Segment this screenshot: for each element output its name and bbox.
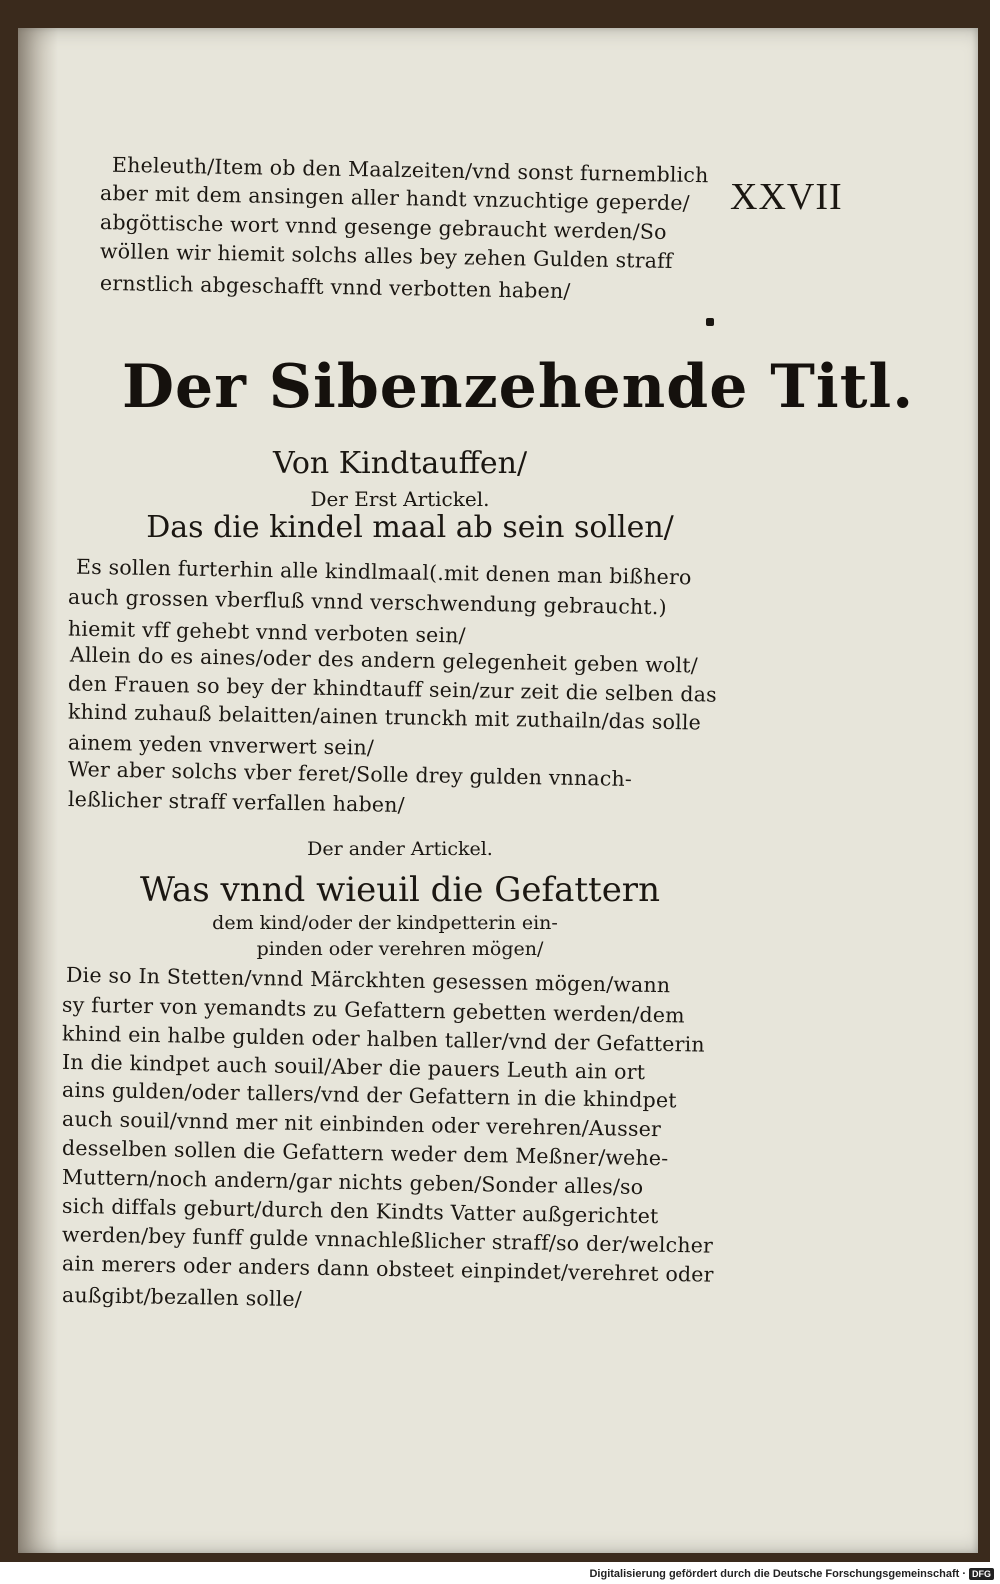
footer-text: Digitalisierung gefördert durch die Deutsche Forschungsgemeinschaft ·	[589, 1568, 966, 1580]
text-line: desselben sollen die Gefattern weder dem Meßner/wehe-	[61, 1135, 669, 1171]
text-line: ain merers oder anders dann obsteet einpindet/verehret oder	[61, 1251, 714, 1287]
article-title: Das die kindel maal ab sein sollen/	[146, 510, 674, 545]
text-line: Eheleuth/Item ob den Maalzeiten/vnd sonst furnemblich	[111, 152, 709, 188]
chapter-subtitle: Von Kindtauffen/	[272, 446, 528, 481]
text-line: ernstlich abgeschafft vnnd verbotten haben/	[99, 270, 571, 304]
text-line: sich diffals geburt/durch den Kindts Vatter außgerichtet	[61, 1193, 659, 1229]
text-line: den Frauen so bey der khindtauff sein/zur zeit die selben das	[67, 671, 718, 707]
article-heading: Der Erst Artickel.	[310, 487, 490, 511]
text-line: Wer aber solchs vber feret/Solle drey gulden vnnach-	[67, 757, 633, 791]
chapter-title: Der Sibenzehende Titl.	[122, 352, 915, 422]
text-line: khind zuhauß belaitten/ainen trunckh mit zuthailn/das solle	[67, 699, 702, 735]
footer-credit	[589, 1566, 994, 1582]
text-line: Die so In Stetten/vnnd Märckhten gesessen mögen/wann	[65, 962, 671, 998]
text-line: In die kindpet auch souil/Aber die pauers Leuth ain ort	[61, 1049, 646, 1085]
folio-number: XXVII	[730, 176, 843, 218]
text-line: Allein do es aines/oder des andern gelegenheit geben wolt/	[69, 642, 699, 678]
text-line: auch souil/vnnd mer nit einbinden oder verehren/Ausser	[61, 1106, 662, 1142]
text-line: sy furter von yemandts zu Gefattern gebetten werden/dem	[61, 992, 686, 1028]
text-line: wöllen wir hiemit solchs alles bey zehen Gulden straff	[99, 239, 673, 273]
text-line: Muttern/noch andern/gar nichts geben/Sonder alles/so	[61, 1164, 644, 1200]
article-title-line: dem kind/oder der kindpetterin ein-	[212, 912, 558, 934]
text-line: ainem yeden vnverwert sein/	[67, 730, 375, 760]
ink-mark	[706, 318, 714, 326]
dfg-logo: DFG	[969, 1568, 994, 1580]
page-gutter-shadow	[18, 28, 58, 1553]
article-heading: Der ander Artickel.	[307, 838, 493, 860]
text-line: leßlicher straff verfallen haben/	[67, 787, 405, 817]
text-line: außgibt/bezallen solle/	[61, 1282, 303, 1312]
text-line: abgöttische wort vnnd gesenge gebraucht werden/So	[99, 210, 667, 244]
text-line: hiemit vff gehebt vnnd verboten sein/	[67, 616, 466, 648]
text-line: Es sollen furterhin alle kindlmaal(.mit denen man bißhero	[75, 554, 692, 590]
text-line: aber mit dem ansingen aller handt vnzuchtige geperde/	[99, 180, 690, 216]
article-title-line: pinden oder verehren mögen/	[256, 938, 544, 960]
text-line: auch grossen vberfluß vnnd verschwendung gebraucht.)	[67, 584, 667, 620]
text-line: ains gulden/oder tallers/vnd der Gefattern in die khindpet	[61, 1077, 677, 1113]
text-line: werden/bey funff gulde vnnachleßlicher straff/so der/welcher	[61, 1222, 714, 1258]
text-line: khind ein halbe gulden oder halben taller/vnd der Gefatterin	[61, 1021, 705, 1057]
article-title: Was vnnd wieuil die Gefattern	[140, 870, 660, 910]
